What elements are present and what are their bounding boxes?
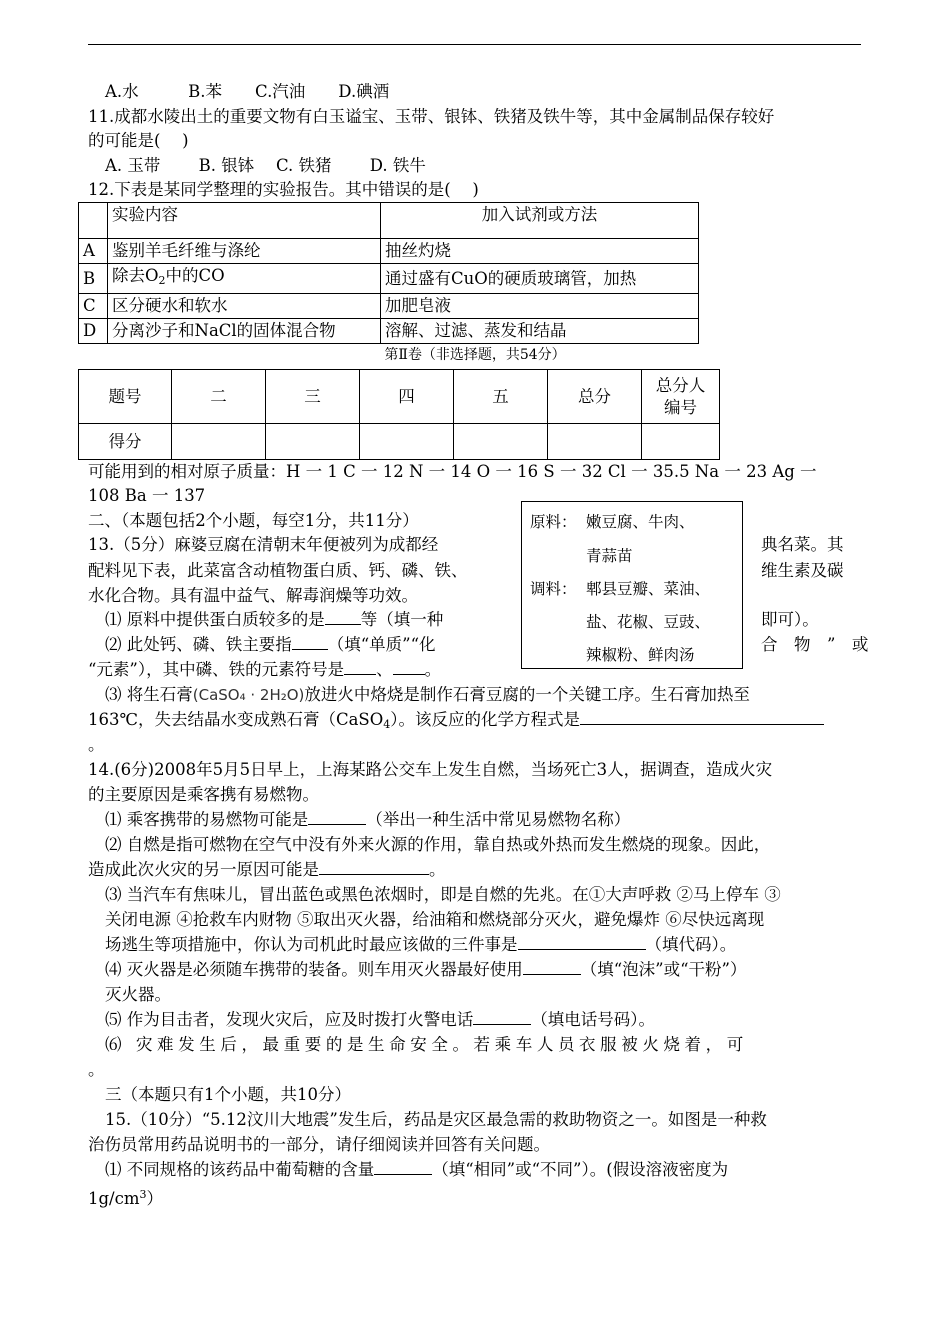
row-content: 鉴别羊毛纤维与涤纶 xyxy=(108,239,381,264)
score-table xyxy=(78,369,720,460)
q14-stem-line2: 的主要原因是乘客携有易燃物。 xyxy=(88,785,319,804)
row-method: 溶解、过滤、蒸发和结晶 xyxy=(381,319,699,344)
score-header-cell: 三 xyxy=(266,370,360,424)
raw-label: 原料： xyxy=(530,513,577,531)
q15-line1: 15.（10分）“5.12汶川大地震”发生后，药品是灾区最急需的救助物资之一。如图是一种救 xyxy=(105,1110,767,1129)
table-header-cell xyxy=(79,203,108,239)
score-cell xyxy=(360,424,454,460)
gypsum-formula: (CaSO₄ · 2H₂O) xyxy=(192,686,305,704)
answer-blank[interactable] xyxy=(393,660,425,675)
raw-ingredients-2: 青蒜苗 xyxy=(586,547,633,565)
atomic-masses-line1: 可能用到的相对原子质量：H 一 1 C 一 12 N 一 14 O 一 16 S 一 32 Cl 一 35.5 Na 一 23 Ag 一 xyxy=(88,462,817,481)
row-method: 通过盛有CuO的硬质玻璃管，加热 xyxy=(381,264,699,294)
score-header-cell: 题号 xyxy=(79,370,172,424)
seasoning-1: 郫县豆瓣、菜油、 xyxy=(586,580,711,598)
q13-sub3: ⑶ 将生石膏(CaSO₄ · 2H₂O)放进火中烙烧是制作石膏豆腐的一个关键工序。生石膏加热至 xyxy=(105,685,750,704)
seasoning-3: 辣椒粉、鲜肉汤 xyxy=(586,646,695,664)
score-cell xyxy=(642,424,720,460)
seasoning-label: 调料： xyxy=(530,580,577,598)
row-method: 加肥皂液 xyxy=(381,294,699,319)
row-key: D xyxy=(79,319,108,344)
row-content: 区分硬水和软水 xyxy=(108,294,381,319)
row-key: A xyxy=(79,239,108,264)
q13-line1-right: 典名菜。其 xyxy=(761,535,844,554)
q13-line2-right: 维生素及碳 xyxy=(761,561,844,580)
q14-stem-line1: 14.(6分)2008年5月5日早上，上海某路公交车上发生自燃，当场死亡3人，据调查，造成火灾 xyxy=(88,760,773,779)
q14-sub3-line3: 场逃生等项措施中，你认为司机此时最应该做的三件事是 （填代码）。 xyxy=(105,935,737,954)
score-row-label: 得分 xyxy=(79,424,172,460)
answer-blank[interactable] xyxy=(292,635,328,650)
table-row xyxy=(79,264,699,294)
answer-blank[interactable] xyxy=(308,810,366,825)
answer-blank[interactable] xyxy=(473,1010,531,1025)
top-rule xyxy=(88,44,861,45)
q13-sub1: ⑴ 原料中提供蛋白质较多的是 等（填一种 xyxy=(105,610,444,629)
answer-blank[interactable] xyxy=(374,1160,432,1175)
score-cell xyxy=(454,424,548,460)
q14-sub6-line2: 。 xyxy=(88,1060,105,1079)
row-key: B xyxy=(79,264,108,294)
q15-sub1: ⑴ 不同规格的该药品中葡萄糖的含量 （填“相同”或“不同”）。(假设溶液密度为 xyxy=(105,1160,729,1179)
q13-line1-left: 13.（5分）麻婆豆腐在清朝末年便被列为成都经 xyxy=(88,535,439,554)
experiment-table xyxy=(78,202,699,344)
q14-sub6-line1: ⑹ 灾难发生后，最重要的是生命安全。若乘车人员衣服被火烧着，可 xyxy=(105,1035,748,1054)
answer-blank[interactable] xyxy=(344,660,376,675)
table-header-cell: 实验内容 xyxy=(108,203,381,239)
q13-sub1-right: 即可）。 xyxy=(761,610,819,629)
q14-sub4-line1: ⑷ 灭火器是必须随车携带的装备。则车用灭火器最好使用 （填“泡沫”或“干粉”） xyxy=(105,960,747,979)
q13-sub2: ⑵ 此处钙、磷、铁主要指 （填“单质”“化 xyxy=(105,635,436,654)
table-row xyxy=(79,294,699,319)
table-header-cell: 加入试剂或方法 xyxy=(381,203,699,239)
table-row xyxy=(79,319,699,344)
q14-sub2-line1: ⑵ 自燃是指可燃物在空气中没有外来火源的作用，靠自热或外热而发生燃烧的现象。因此， xyxy=(105,835,771,854)
q11-stem-line2: 的可能是( ) xyxy=(88,131,189,150)
answer-blank[interactable] xyxy=(319,860,429,875)
q13-sub3-line2: 163℃，失去结晶水变成熟石膏（CaSO$_4$）。该反应的化学方程式是 xyxy=(88,709,824,736)
answer-blank[interactable] xyxy=(325,610,361,625)
part2-title: 第Ⅱ卷（非选择题，共54分） xyxy=(384,347,566,363)
score-header-cell: 五 xyxy=(454,370,548,424)
row-content: 分离沙子和NaCl的固体混合物 xyxy=(108,319,381,344)
raw-ingredients-1: 嫩豆腐、牛肉、 xyxy=(586,513,695,531)
score-header-cell: 总分人 编号 xyxy=(642,370,720,424)
score-cell xyxy=(266,424,360,460)
q14-sub4-line2: 灭火器。 xyxy=(105,985,171,1004)
score-header-cell: 四 xyxy=(360,370,454,424)
q13-sub2b: “元素”），其中磷、铁的元素符号是 、 。 xyxy=(88,660,442,679)
row-key: C xyxy=(79,294,108,319)
q13-sub2-right: 合 物 ” 或 xyxy=(761,635,869,654)
q15-line2: 治伤员常用药品说明书的一部分，请仔细阅读并回答有关问题。 xyxy=(88,1135,550,1154)
q11-stem-line1: 11.成都水陵出土的重要文物有白玉谥宝、玉带、银钵、铁猪及铁牛等，其中金属制品保存较好 xyxy=(88,107,775,126)
q12-stem: 12.下表是某同学整理的实验报告。其中错误的是( ) xyxy=(88,180,479,199)
seasoning-2: 盐、花椒、豆豉、 xyxy=(586,613,711,631)
answer-blank[interactable] xyxy=(580,710,824,725)
score-cell xyxy=(548,424,642,460)
score-header-cell: 二 xyxy=(172,370,266,424)
q14-sub3-line2: 关闭电源 ④抢救车内财物 ⑤取出灭火器，给油箱和燃烧部分灭火，避免爆炸 ⑥尽快远离现 xyxy=(105,910,765,929)
q14-sub1: ⑴ 乘客携带的易燃物可能是 （举出一种生活中常见易燃物名称） xyxy=(105,810,631,829)
table-row xyxy=(79,239,699,264)
recipe-box xyxy=(521,501,743,669)
q13-line2-left: 配料见下表，此菜富含动植物蛋白质、钙、磷、铁、 xyxy=(88,561,468,580)
q10-options: A.水 B.苯 C.汽油 D.碘酒 xyxy=(105,82,390,101)
answer-blank[interactable] xyxy=(523,960,581,975)
q14-sub3-line1: ⑶ 当汽车有焦味儿，冒出蓝色或黑色浓烟时，即是自燃的先兆。在①大声呼救 ②马上停车 ③ xyxy=(105,885,781,904)
score-header-cell: 总分 xyxy=(548,370,642,424)
q11-options: A. 玉带 B. 银钵 C. 铁猪 D. 铁牛 xyxy=(105,156,426,175)
row-content: 除去$O_2$中的CO xyxy=(108,264,381,294)
q14-sub2-line2: 造成此次火灾的另一原因可能是 。 xyxy=(88,860,446,879)
atomic-masses-line2: 108 Ba 一 137 xyxy=(88,486,206,505)
q14-sub5: ⑸ 作为目击者，发现火灾后，应及时拨打火警电话 （填电话号码）。 xyxy=(105,1010,655,1029)
q13-sub3-end: 。 xyxy=(88,735,105,754)
section2-title: 二、（本题包括2个小题，每空1分，共11分） xyxy=(88,511,419,530)
row-method: 抽丝灼烧 xyxy=(381,239,699,264)
score-cell xyxy=(172,424,266,460)
answer-blank[interactable] xyxy=(518,935,646,950)
q15-sub1-line2: $1g/cm^3$） xyxy=(88,1188,164,1208)
section3-title: 三（本题只有1个小题，共10分） xyxy=(105,1085,351,1104)
q13-line3: 水化合物。具有温中益气、解毒润燥等功效。 xyxy=(88,586,418,605)
